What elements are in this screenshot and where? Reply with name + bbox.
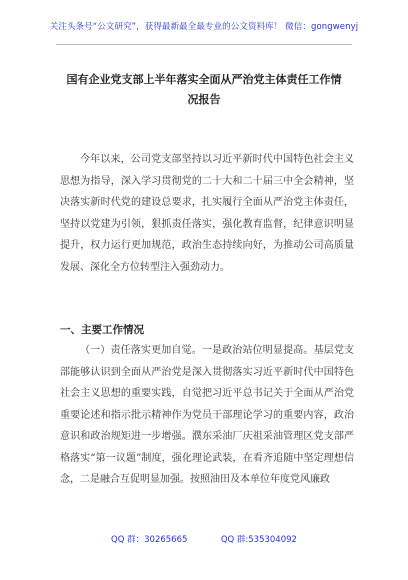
footer	[0, 533, 408, 545]
header-divider	[56, 44, 352, 45]
footer-qq-group-1[interactable]: QQ 群：30265665	[111, 535, 188, 545]
header-promo-text[interactable]: 关注头条号“公文研究”，获得最新最全最专业的公文资料库！ 微信：gongwenyj	[49, 22, 359, 32]
section-paragraph: （一）责任落实更加自觉。一是政治站位明显提高。基层党支部能够认识到全面从严治党是深入贯彻落实习近平新时代中国特色社会主义思想的重要实践，自觉把习近平总书记关于全面从严治党重要论述和指示批示精神作为党员干部理论学习的重要内容，政治意识和政治规矩进一步增强。濮东采油厂庆祖采油管理区党支部严格落实“第一议题”制度，强化理论武装，在看齐追随中坚定理想信念，二是融合互促明显加强。按照油田及本单位年度党风廉政	[60, 345, 354, 485]
section-heading: 一、主要工作情况	[60, 324, 144, 336]
document-title: 国有企业党支部上半年落实全面从严治党主体责任工作情况报告	[66, 73, 342, 106]
intro-paragraph: 今年以来，公司党支部坚持以习近平新时代中国特色社会主义思想为指导，深入学习贯彻党的二十大和二十届三中全会精神，坚决落实新时代党的建设总要求，扎实履行全面从严治党主体责任，坚持以党建为引领，狠抓责任落实，强化教育监督，纪律意识明显提升，权力运行更加规范，政治生态持续向好，为推动公司高质量发展、深化全方位转型注入强劲动力。	[60, 154, 354, 273]
footer-qq-group-2[interactable]: QQ 群:535304092	[220, 535, 297, 545]
